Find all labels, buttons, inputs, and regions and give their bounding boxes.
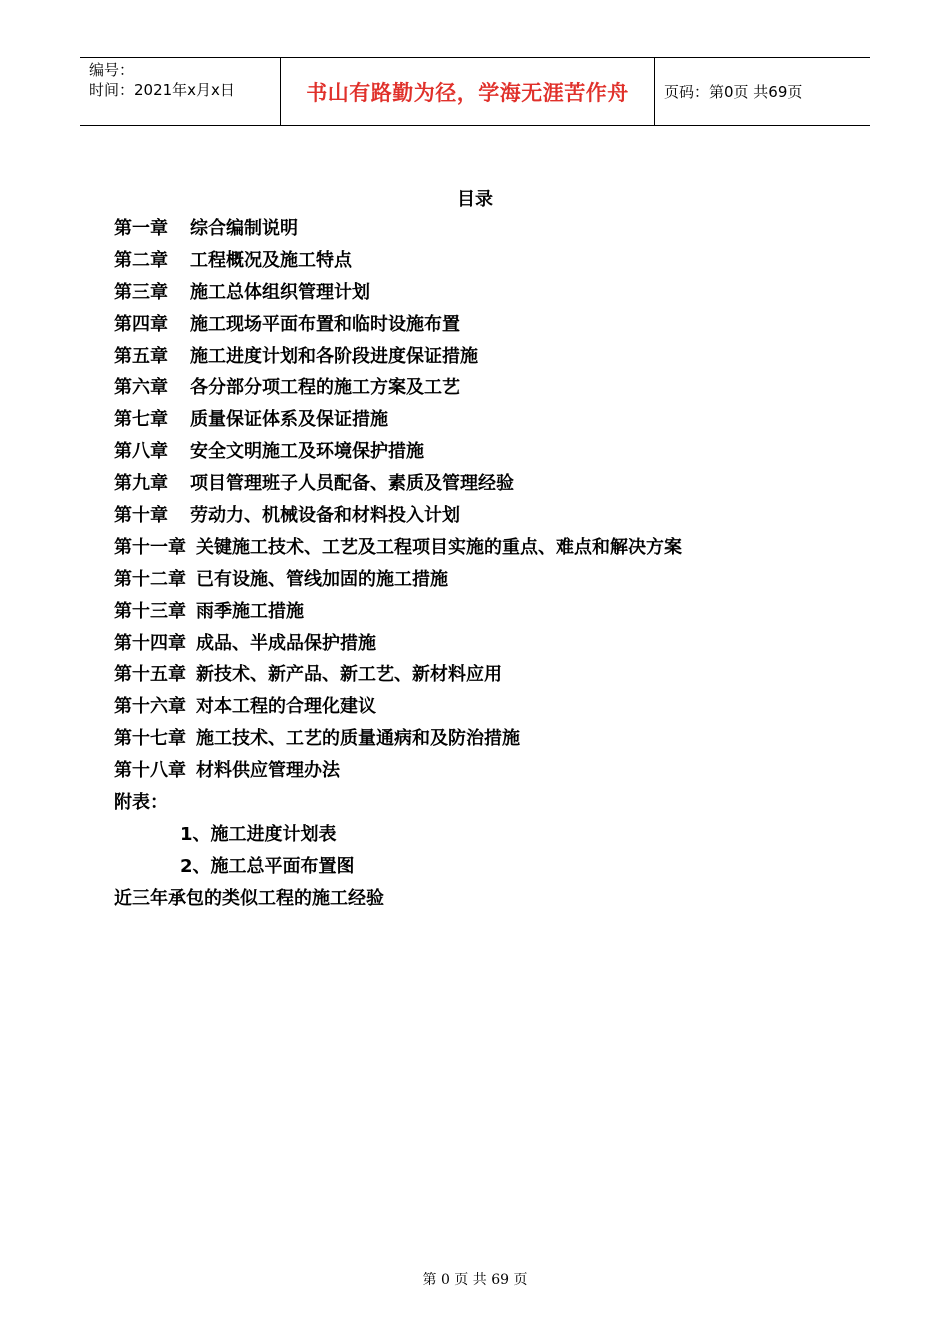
chapter-title: 施工现场平面布置和临时设施布置 bbox=[190, 313, 460, 335]
toc-item-7 bbox=[114, 404, 874, 436]
chapter-number: 第一章 bbox=[114, 218, 168, 239]
toc-item-16 bbox=[114, 691, 874, 723]
chapter-title: 材料供应管理办法 bbox=[196, 760, 340, 782]
number-label: 编号： bbox=[89, 61, 135, 79]
chapter-number: 第十八章 bbox=[114, 760, 186, 782]
toc-item-3 bbox=[114, 277, 874, 309]
chapter-title: 项目管理班子人员配备、素质及管理经验 bbox=[190, 473, 514, 495]
chapter-number: 第十四章 bbox=[114, 632, 186, 654]
toc-item-14 bbox=[114, 628, 874, 660]
chapter-number: 第十五章 bbox=[114, 664, 186, 686]
chapter-number: 第十一章 bbox=[114, 536, 186, 558]
toc-item-9 bbox=[114, 468, 874, 500]
header-meta bbox=[80, 58, 281, 125]
chapter-title: 施工技术、工艺的质量通病和及防治措施 bbox=[196, 728, 520, 750]
chapter-title: 安全文明施工及环境保护措施 bbox=[190, 441, 424, 463]
toc-item-2 bbox=[114, 245, 874, 277]
toc-item-6 bbox=[114, 372, 874, 404]
chapter-number: 第三章 bbox=[114, 281, 168, 303]
chapter-title: 已有设施、管线加固的施工措施 bbox=[196, 568, 448, 590]
chapter-number: 第十章 bbox=[114, 505, 168, 527]
chapter-number: 第四章 bbox=[114, 313, 168, 335]
chapter-title: 新技术、新产品、新工艺、新材料应用 bbox=[196, 664, 502, 686]
chapter-number: 第六章 bbox=[114, 377, 168, 399]
chapter-number: 第二章 bbox=[114, 249, 168, 271]
chapter-number: 第九章 bbox=[114, 473, 168, 495]
toc-item-4 bbox=[114, 309, 874, 341]
toc-item-12 bbox=[114, 564, 874, 596]
toc-item-15 bbox=[114, 659, 874, 691]
toc-item-18 bbox=[114, 755, 874, 787]
chapter-title: 各分部分项工程的施工方案及工艺 bbox=[190, 377, 460, 399]
appendix-item: 2、施工总平面布置图 bbox=[180, 855, 355, 877]
chapter-number: 第十三章 bbox=[114, 600, 186, 622]
chapter-title: 综合编制说明 bbox=[190, 218, 298, 239]
chapter-number: 第五章 bbox=[114, 345, 168, 367]
chapter-number: 第十六章 bbox=[114, 696, 186, 718]
toc-item-1 bbox=[114, 213, 874, 245]
toc-last-item: 近三年承包的类似工程的施工经验 bbox=[114, 887, 384, 909]
chapter-title: 关键施工技术、工艺及工程项目实施的重点、难点和解决方案 bbox=[196, 536, 682, 558]
chapter-title: 成品、半成品保护措施 bbox=[196, 632, 376, 654]
chapter-title: 施工总体组织管理计划 bbox=[190, 281, 370, 303]
appendix-label: 附表： bbox=[114, 792, 168, 814]
table-of-contents bbox=[114, 213, 874, 915]
toc-item-17 bbox=[114, 723, 874, 755]
chapter-title: 工程概况及施工特点 bbox=[190, 249, 352, 271]
chapter-number: 第八章 bbox=[114, 441, 168, 463]
header-page-info: 页码：第0页 共69页 bbox=[664, 83, 803, 101]
chapter-title: 施工进度计划和各阶段进度保证措施 bbox=[190, 345, 478, 367]
chapter-title: 劳动力、机械设备和材料投入计划 bbox=[190, 505, 460, 527]
page-header bbox=[80, 57, 870, 126]
toc-item-11 bbox=[114, 532, 874, 564]
chapter-title: 质量保证体系及保证措施 bbox=[190, 409, 388, 431]
page-footer: 第 0 页 共 69 页 bbox=[422, 1272, 528, 1288]
toc-item-13 bbox=[114, 596, 874, 628]
toc-item-10 bbox=[114, 500, 874, 532]
toc-title: 目录 bbox=[457, 189, 493, 210]
time-label: 时间：2021年x月x日 bbox=[89, 81, 235, 99]
appendix-item: 1、施工进度计划表 bbox=[180, 823, 337, 845]
toc-item-8 bbox=[114, 436, 874, 468]
chapter-title: 雨季施工措施 bbox=[196, 600, 304, 622]
chapter-number: 第十七章 bbox=[114, 728, 186, 750]
header-motto: 书山有路勤为径，学海无涯苦作舟 bbox=[281, 58, 655, 125]
toc-item-5 bbox=[114, 341, 874, 373]
chapter-number: 第七章 bbox=[114, 409, 168, 431]
chapter-number: 第十二章 bbox=[114, 568, 186, 590]
chapter-title: 对本工程的合理化建议 bbox=[196, 696, 376, 718]
